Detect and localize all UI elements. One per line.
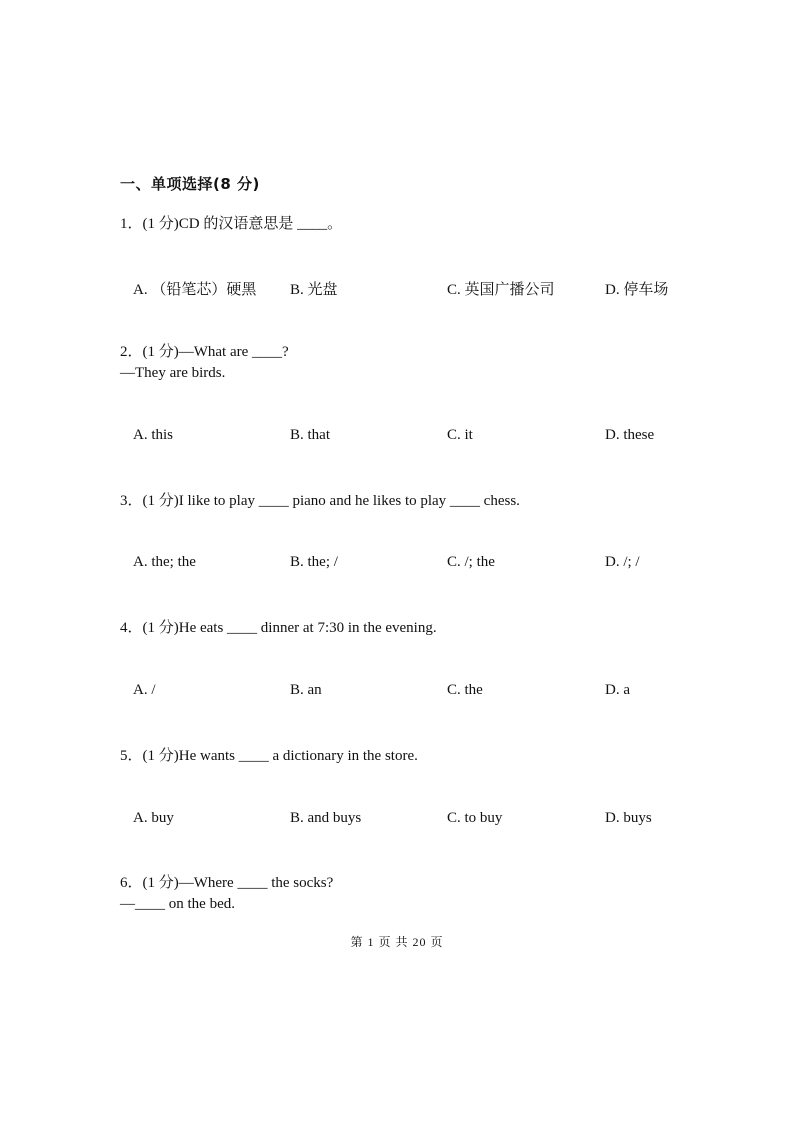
question-4-option-a: A. / [133,682,156,698]
question-5-option-b: B. and buys [290,810,362,826]
question-6-stem-line-2: —____ on the bed. [120,896,235,912]
question-3-options [133,554,693,576]
question-5-option-c: C. to buy [447,810,503,826]
question-1-options [133,278,693,300]
question-1-option-a: A. （铅笔芯）硬黑 [133,282,257,298]
question-3-option-c: C. /; the [447,554,495,570]
question-2-option-c: C. it [447,427,473,443]
question-3-stem [120,491,520,512]
question-2-stem [120,342,289,384]
question-5-stem [120,746,418,767]
question-4-stem [120,618,437,639]
question-3-stem-line-1: 3．(1 分)I like to play ____ piano and he likes to play ____ chess. [120,493,520,509]
question-2-options [133,427,693,449]
question-3-option-b: B. the; / [290,554,338,570]
question-5-option-a: A. buy [133,810,174,826]
question-6-stem-line-1: 6．(1 分)—Where ____ the socks? [120,875,334,891]
question-2-option-a: A. this [133,427,174,443]
question-5-options [133,810,693,832]
question-5-option-d: D. buys [605,810,652,826]
page-footer: 第 1 页 共 20 页 [350,935,444,949]
question-1-option-c: C. 英国广播公司 [447,282,555,298]
question-1-option-b: B. 光盘 [290,282,338,298]
question-3-option-d: D. /; / [605,554,640,570]
question-1-option-d: D. 停车场 [605,282,669,298]
question-1-stem [120,214,342,235]
question-4-option-d: D. a [605,682,630,698]
question-4-options [133,682,693,704]
question-2-stem-line-2: —They are birds. [120,365,226,381]
question-3-option-a: A. the; the [133,554,196,570]
question-4-option-b: B. an [290,682,322,698]
question-2-stem-line-1: 2．(1 分)—What are ____? [120,344,289,360]
question-2-option-b: B. that [290,427,330,443]
question-2-option-d: D. these [605,427,655,443]
question-5-stem-line-1: 5．(1 分)He wants ____ a dictionary in the store. [120,748,418,764]
question-4-option-c: C. the [447,682,483,698]
section-title: 一、单项选择(8 分) [120,175,260,193]
question-1-stem-line-1: 1．(1 分)CD 的汉语意思是 ____。 [120,216,343,232]
question-4-stem-line-1: 4．(1 分)He eats ____ dinner at 7:30 in the evening. [120,620,437,636]
question-6-stem [120,873,333,915]
